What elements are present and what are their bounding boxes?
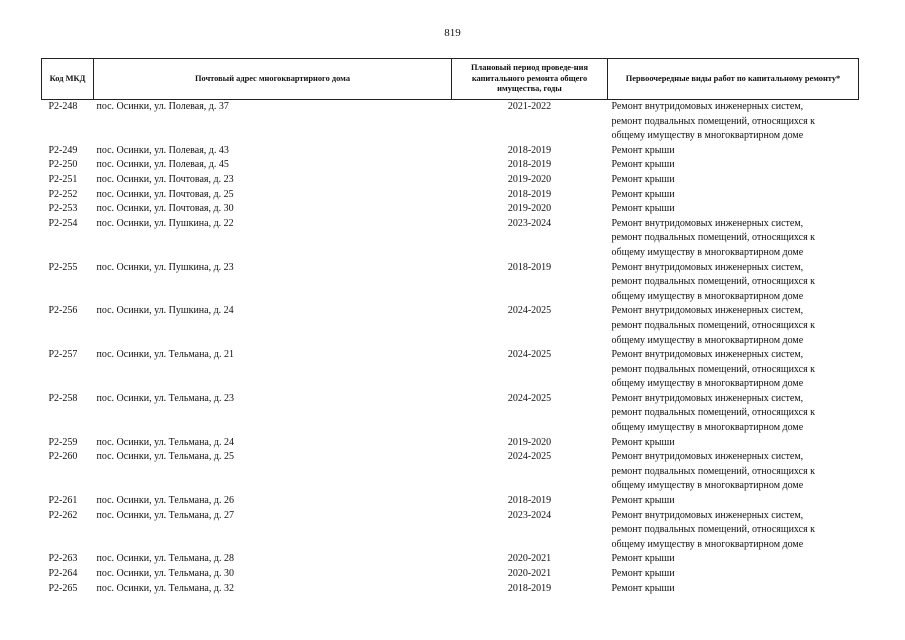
table-row — [42, 158, 859, 173]
table-row — [42, 450, 859, 494]
works-line: Ремонт внутридомовых инженерных систем, — [611, 392, 804, 404]
cell-period: 2023-2024 — [507, 509, 552, 521]
works-line: ремонт подвальных помещений, относящихся к — [611, 524, 816, 536]
cell-address: пос. Осинки, ул. Тельмана, д. 27 — [96, 509, 234, 521]
page-number: 819 — [444, 27, 461, 39]
cell-works — [608, 158, 859, 173]
works-line: Ремонт крыши — [611, 144, 675, 156]
cell-code: Р2-262 — [48, 509, 78, 521]
table-row — [42, 582, 859, 597]
cell-address: пос. Осинки, ул. Тельмана, д. 21 — [96, 349, 234, 361]
cell-works — [608, 261, 859, 305]
cell-address: пос. Осинки, ул. Почтовая, д. 30 — [96, 203, 234, 215]
cell-period: 2024-2025 — [507, 392, 552, 404]
cell-period: 2024-2025 — [507, 349, 552, 361]
header-works: Первоочередные виды работ по капитальному ремонту* — [608, 59, 859, 100]
table-row — [42, 217, 859, 261]
cell-code: Р2-255 — [48, 261, 78, 273]
table-row — [42, 436, 859, 451]
cell-period: 2023-2024 — [507, 217, 552, 229]
cell-period: 2018-2019 — [507, 582, 552, 594]
works-line: ремонт подвальных помещений, относящихся к — [611, 319, 816, 331]
works-line: общему имуществу в многоквартирном доме — [611, 422, 804, 434]
cell-address: пос. Осинки, ул. Тельмана, д. 24 — [96, 436, 234, 448]
cell-address: пос. Осинки, ул. Пушкина, д. 24 — [96, 305, 234, 317]
cell-code: Р2-261 — [48, 495, 78, 507]
works-line: Ремонт крыши — [611, 188, 675, 200]
cell-works — [608, 100, 859, 144]
table-row — [42, 144, 859, 159]
works-line: Ремонт крыши — [611, 159, 675, 171]
cell-code: Р2-265 — [48, 582, 78, 594]
header-address: Почтовый адрес многоквартирного дома — [94, 59, 452, 100]
works-line: ремонт подвальных помещений, относящихся к — [611, 115, 816, 127]
cell-period: 2024-2025 — [507, 451, 552, 463]
cell-works — [608, 509, 859, 553]
cell-works — [608, 188, 859, 203]
cell-code: Р2-250 — [48, 159, 78, 171]
repair-table-container — [41, 58, 858, 596]
cell-address: пос. Осинки, ул. Почтовая, д. 23 — [96, 173, 234, 185]
cell-address: пос. Осинки, ул. Пушкина, д. 23 — [96, 261, 234, 273]
cell-works — [608, 436, 859, 451]
repair-table — [41, 58, 859, 596]
table-row — [42, 261, 859, 305]
header-period: Плановый период проведе-ния капитального ремонта общего имущества, годы — [452, 59, 608, 100]
cell-code: Р2-263 — [48, 553, 78, 565]
works-line: Ремонт крыши — [611, 203, 675, 215]
cell-works — [608, 202, 859, 217]
cell-code: Р2-258 — [48, 392, 78, 404]
cell-address: пос. Осинки, ул. Полевая, д. 37 — [96, 101, 229, 112]
table-header-row — [42, 59, 859, 100]
cell-works — [608, 304, 859, 348]
cell-code: Р2-257 — [48, 349, 78, 361]
works-line: Ремонт внутридомовых инженерных систем, — [611, 451, 804, 463]
table-row — [42, 509, 859, 553]
table-row — [42, 202, 859, 217]
cell-address: пос. Осинки, ул. Полевая, д. 45 — [96, 159, 229, 171]
table-row — [42, 173, 859, 188]
cell-works — [608, 582, 859, 597]
cell-code: Р2-251 — [48, 173, 78, 185]
works-line: Ремонт крыши — [611, 173, 675, 185]
cell-period: 2020-2021 — [507, 568, 552, 579]
works-line: Ремонт внутридомовых инженерных систем, — [611, 217, 804, 229]
table-row — [42, 188, 859, 203]
works-line: Ремонт крыши — [611, 582, 675, 594]
cell-address: пос. Осинки, ул. Почтовая, д. 25 — [96, 188, 234, 200]
cell-code: Р2-253 — [48, 203, 78, 215]
works-line: ремонт подвальных помещений, относящихся к — [611, 232, 816, 244]
cell-works — [608, 217, 859, 261]
works-line: общему имуществу в многоквартирном доме — [611, 480, 804, 492]
cell-address: пос. Осинки, ул. Тельмана, д. 23 — [96, 392, 234, 404]
table-body — [42, 100, 859, 597]
cell-period: 2019-2020 — [507, 436, 552, 448]
cell-period: 2020-2021 — [507, 553, 552, 565]
works-line: Ремонт крыши — [611, 553, 675, 565]
table-row — [42, 494, 859, 509]
table-row — [42, 552, 859, 567]
works-line: Ремонт внутридомовых инженерных систем, — [611, 305, 804, 317]
cell-period: 2018-2019 — [507, 261, 552, 273]
cell-period: 2018-2019 — [507, 188, 552, 200]
cell-address: пос. Осинки, ул. Полевая, д. 43 — [96, 144, 229, 156]
works-line: общему имуществу в многоквартирном доме — [611, 378, 804, 390]
table-row — [42, 567, 859, 582]
works-line: Ремонт внутридомовых инженерных систем, — [611, 101, 804, 112]
works-line: общему имуществу в многоквартирном доме — [611, 246, 804, 258]
works-line: общему имуществу в многоквартирном доме — [611, 538, 804, 550]
cell-code: Р2-259 — [48, 436, 78, 448]
table-row — [42, 348, 859, 392]
works-line: Ремонт внутридомовых инженерных систем, — [611, 261, 804, 273]
works-line: ремонт подвальных помещений, относящихся к — [611, 276, 816, 288]
works-line: ремонт подвальных помещений, относящихся к — [611, 465, 816, 477]
cell-works — [608, 494, 859, 509]
table-row — [42, 304, 859, 348]
cell-address: пос. Осинки, ул. Пушкина, д. 22 — [96, 217, 234, 229]
works-line: Ремонт крыши — [611, 568, 675, 579]
cell-code: Р2-264 — [48, 568, 78, 579]
works-line: ремонт подвальных помещений, относящихся к — [611, 407, 816, 419]
works-line: ремонт подвальных помещений, относящихся к — [611, 363, 816, 375]
table-row — [42, 392, 859, 436]
table-row — [42, 100, 859, 144]
cell-address: пос. Осинки, ул. Тельмана, д. 30 — [96, 568, 234, 579]
cell-code: Р2-254 — [48, 217, 78, 229]
cell-code: Р2-260 — [48, 451, 78, 463]
works-line: общему имуществу в многоквартирном доме — [611, 290, 804, 302]
cell-period: 2021-2022 — [507, 101, 552, 112]
cell-address: пос. Осинки, ул. Тельмана, д. 28 — [96, 553, 234, 565]
works-line: Ремонт внутридомовых инженерных систем, — [611, 509, 804, 521]
cell-period: 2018-2019 — [507, 144, 552, 156]
works-line: Ремонт крыши — [611, 495, 675, 507]
cell-works — [608, 450, 859, 494]
cell-works — [608, 567, 859, 582]
cell-works — [608, 552, 859, 567]
cell-period: 2019-2020 — [507, 173, 552, 185]
cell-works — [608, 392, 859, 436]
header-code: Код МКД — [42, 59, 94, 100]
cell-address: пос. Осинки, ул. Тельмана, д. 32 — [96, 582, 234, 594]
works-line: Ремонт внутридомовых инженерных систем, — [611, 349, 804, 361]
cell-address: пос. Осинки, ул. Тельмана, д. 25 — [96, 451, 234, 463]
cell-period: 2018-2019 — [507, 495, 552, 507]
cell-period: 2019-2020 — [507, 203, 552, 215]
cell-period: 2018-2019 — [507, 159, 552, 171]
cell-works — [608, 348, 859, 392]
cell-code: Р2-249 — [48, 144, 78, 156]
cell-works — [608, 144, 859, 159]
cell-period: 2024-2025 — [507, 305, 552, 317]
cell-code: Р2-256 — [48, 305, 78, 317]
works-line: Ремонт крыши — [611, 436, 675, 448]
works-line: общему имуществу в многоквартирном доме — [611, 334, 804, 346]
cell-code: Р2-252 — [48, 188, 78, 200]
cell-works — [608, 173, 859, 188]
works-line: общему имуществу в многоквартирном доме — [611, 130, 804, 142]
cell-address: пос. Осинки, ул. Тельмана, д. 26 — [96, 495, 234, 507]
cell-code: Р2-248 — [48, 101, 78, 112]
